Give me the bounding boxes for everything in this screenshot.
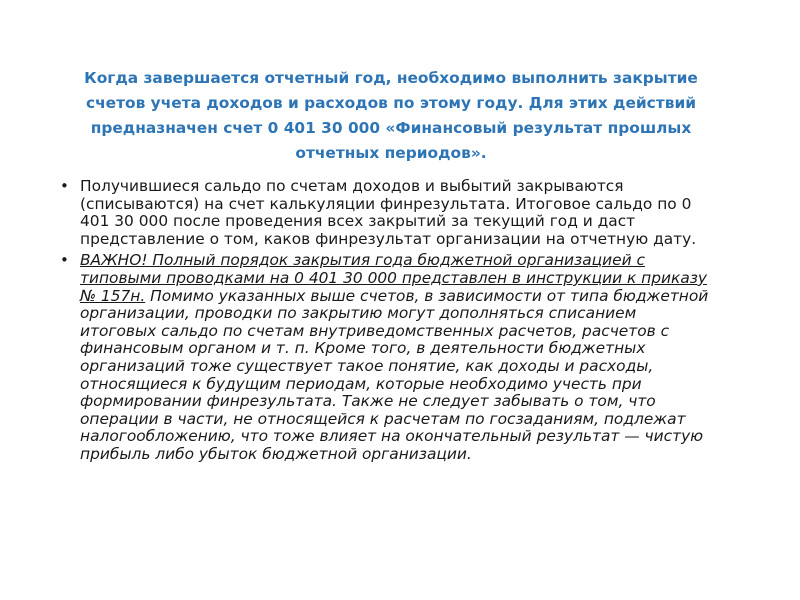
slide-title: Когда завершается отчетный год, необходимо выполнить закрытие счетов учета доходов и расходов по этому году. Для этих действий предназначен счет 0 401 30 000 «Финансовый результат прошлых отчетных периодов». [84,69,698,162]
bullet-list [58,178,716,464]
bullet-item-1 [58,178,716,248]
important-note: ВАЖНО! Полный порядок закрытия года бюджетной организацией с типовыми проводками на 0 401 30 000 представлен в инструкции к приказу № 157н. [80,251,708,305]
bullet-item-2 [58,252,716,463]
bullet-text-1: Получившиеся сальдо по счетам доходов и выбытий закрываются (списываются) на счет калькуляции финрезультата. Итоговое сальдо по 0 401 30 000 после проведения всех закрытий за текущий год и даст представление о том, каков финрезультат организации на отчетную дату. [80,177,697,248]
bullet-text-2: Помимо указанных выше счетов, в зависимости от типа бюджетной организации, проводки по закрытию могут дополняться списанием итоговых сальдо по счетам внутриведомственных расчетов, расчетов с финансовым органом и т. п. Кроме того, в деятельности бюджетных организаций тоже существует такое понятие, как доходы и расходы, относящиеся к будущим периодам, которые необходимо учесть при формировании финрезультата. Также не следует забывать о том, что операции в части, не относящейся к расчетам по госзаданиям, подлежат налогообложению, что тоже влияет на окончательный результат — чистую прибыль либо убыток бюджетной организации. [80,286,709,463]
bullet-dot-icon: • [60,177,69,195]
bullet-dot-icon: • [60,251,69,270]
